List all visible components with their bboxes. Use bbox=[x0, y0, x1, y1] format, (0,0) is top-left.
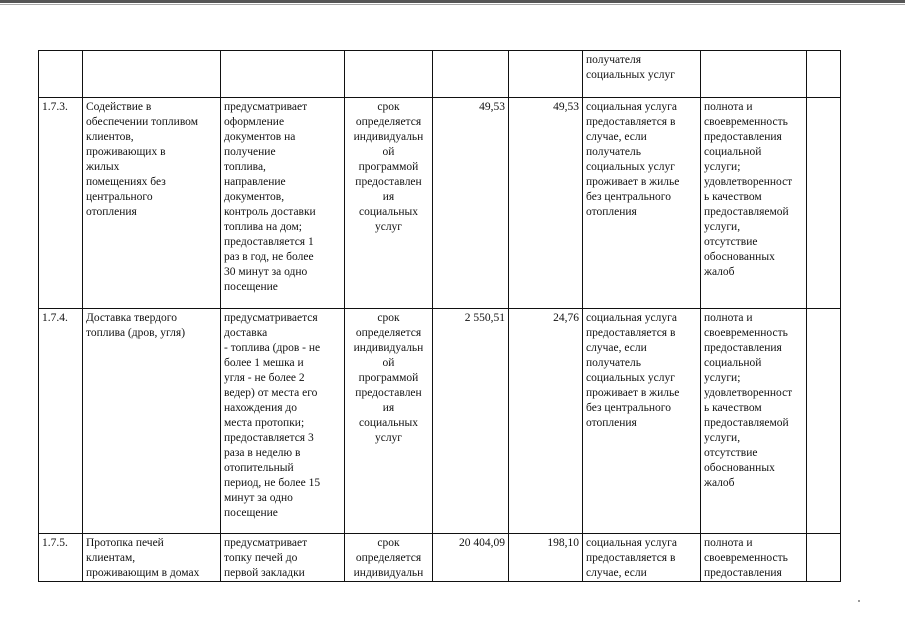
cell-conditions: получателя социальных услуг bbox=[583, 51, 701, 98]
cell-service-term bbox=[345, 51, 433, 98]
cell-extra bbox=[807, 98, 841, 309]
cell-service-name: Протопка печей клиентам, проживающим в домах bbox=[83, 534, 221, 582]
cell-number: 1.7.4. bbox=[39, 309, 83, 534]
cell-service-term: срок определяется индивидуальн ой программой предоставлен ия социальных услуг bbox=[345, 98, 433, 309]
cell-service-term: срок определяется индивидуальн ой программой предоставлен ия социальных услуг bbox=[345, 309, 433, 534]
scan-speck bbox=[858, 600, 860, 602]
cell-number: 1.7.5. bbox=[39, 534, 83, 582]
cell-price bbox=[433, 51, 509, 98]
cell-tariff bbox=[509, 51, 583, 98]
cell-number: 1.7.3. bbox=[39, 98, 83, 309]
cell-price: 20 404,09 bbox=[433, 534, 509, 582]
cell-quality: полнота и своевременность предоставления bbox=[701, 534, 807, 582]
cell-tariff: 24,76 bbox=[509, 309, 583, 534]
cell-service-name bbox=[83, 51, 221, 98]
cell-service-content: предусматривает оформление документов на получение топлива, направление документов, контроль доставки топлива на дом; предоставляется 1 раз в год, не более 30 минут за одно посещение bbox=[221, 98, 345, 309]
cell-tariff: 49,53 bbox=[509, 98, 583, 309]
table-row bbox=[39, 51, 841, 98]
cell-conditions: социальная услуга предоставляется в случае, если bbox=[583, 534, 701, 582]
cell-service-name: Доставка твердого топлива (дров, угля) bbox=[83, 309, 221, 534]
table-row bbox=[39, 309, 841, 534]
cell-conditions: социальная услуга предоставляется в случае, если получатель социальных услуг проживает в жилье без центрального отопления bbox=[583, 98, 701, 309]
cell-quality bbox=[701, 51, 807, 98]
cell-service-content bbox=[221, 51, 345, 98]
table-row bbox=[39, 534, 841, 582]
cell-quality: полнота и своевременность предоставления социальной услуги; удовлетворенност ь качеством предоставляемой услуги, отсутствие обоснованных жалоб bbox=[701, 98, 807, 309]
cell-price: 49,53 bbox=[433, 98, 509, 309]
cell-service-content: предусматривает топку печей до первой закладки bbox=[221, 534, 345, 582]
cell-service-content: предусматривается доставка - топлива (дров - не более 1 мешка и угля - не более 2 ведер) от места его нахождения до места протопки; предоставляется 3 раза в неделю в отопительный период, не более 15 минут за одно посещение bbox=[221, 309, 345, 534]
cell-quality: полнота и своевременность предоставления социальной услуги; удовлетворенност ь качеством предоставляемой услуги, отсутствие обоснованных жалоб bbox=[701, 309, 807, 534]
table-row bbox=[39, 98, 841, 309]
cell-price: 2 550,51 bbox=[433, 309, 509, 534]
cell-service-term: срок определяется индивидуальн bbox=[345, 534, 433, 582]
scan-top-edge-shadow bbox=[0, 4, 905, 5]
cell-service-name: Содействие в обеспечении топливом клиентов, проживающих в жилых помещениях без центрального отопления bbox=[83, 98, 221, 309]
cell-extra bbox=[807, 534, 841, 582]
cell-conditions: социальная услуга предоставляется в случае, если получатель социальных услуг проживает в жилье без центрального отопления bbox=[583, 309, 701, 534]
scan-top-edge bbox=[0, 0, 905, 3]
services-table bbox=[38, 50, 841, 582]
cell-tariff: 198,10 bbox=[509, 534, 583, 582]
cell-extra bbox=[807, 51, 841, 98]
cell-extra bbox=[807, 309, 841, 534]
cell-number bbox=[39, 51, 83, 98]
